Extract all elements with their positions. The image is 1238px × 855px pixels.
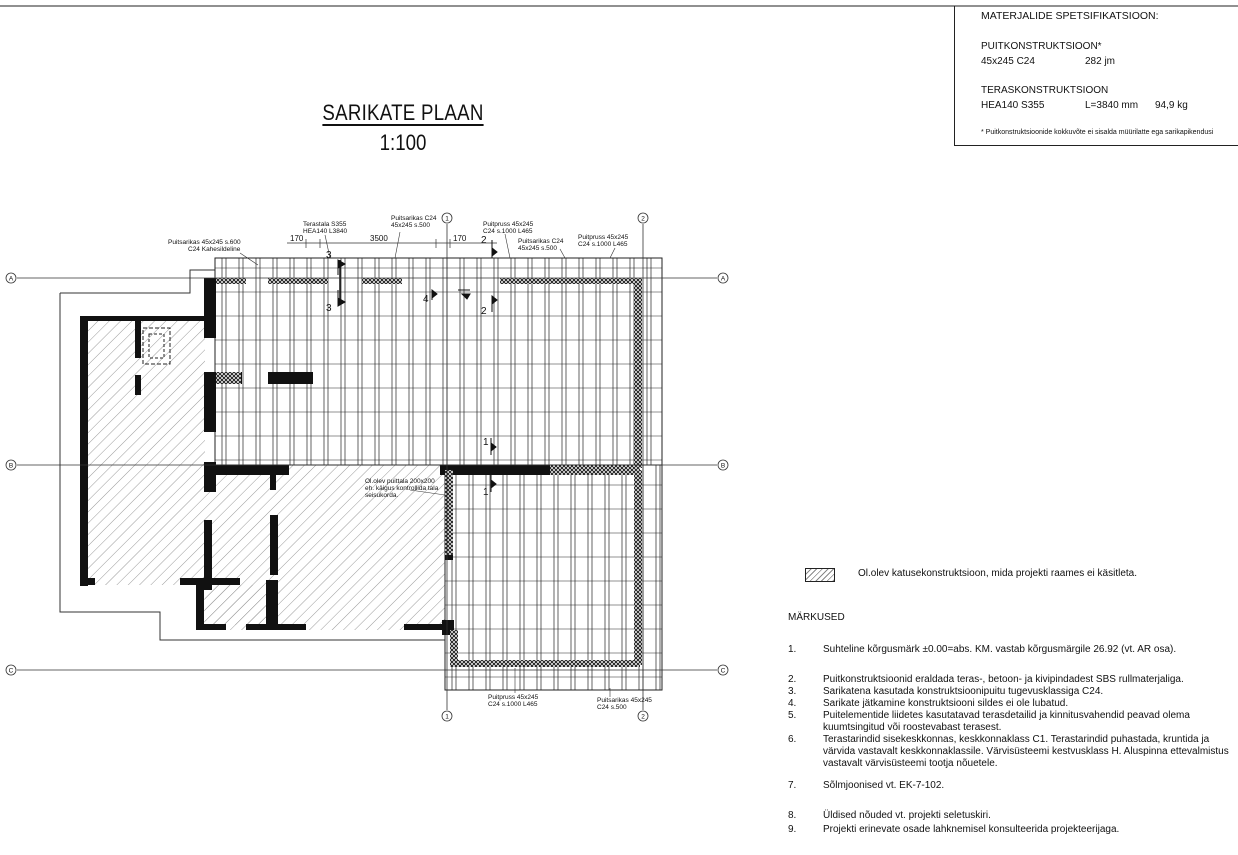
grid-label-c-left: C bbox=[8, 667, 14, 675]
grid-label-b-right: B bbox=[720, 462, 726, 470]
title-main: SARIKATE PLAAN bbox=[322, 100, 484, 125]
label-rafter-c24-top: Puitsarikas C24 45x245 s.500 bbox=[391, 215, 437, 229]
spec-wood-heading: PUITKONSTRUKTSIOON* bbox=[981, 41, 1102, 52]
grid-label-c-right: C bbox=[720, 667, 726, 675]
grid-label-a-left: A bbox=[8, 275, 14, 283]
drawing-title bbox=[300, 100, 506, 156]
section-3-top: 3 bbox=[326, 250, 332, 261]
label-rafter-600: Puitsarikas 45x245 s.600 C24 Kahesildeline bbox=[168, 239, 241, 253]
spec-steel-length: L=3840 mm bbox=[1085, 100, 1139, 111]
dimension-3500: 3500 bbox=[370, 234, 388, 243]
section-1-bottom: 1 bbox=[483, 487, 489, 498]
label-rafter-bottom: Puitsarikas 45x245 C24 s.500 bbox=[597, 697, 652, 711]
title-scale: 1:100 bbox=[379, 130, 427, 155]
spec-steel-item: HEA140 S355 bbox=[981, 100, 1045, 111]
spec-steel-heading: TERASKONSTRUKTSIOON bbox=[981, 85, 1109, 96]
spec-footnote: * Puitkonstruktsioonide kokkuvõte ei sisalda müürilatte ega sarikapikendusi bbox=[981, 129, 1214, 136]
label-timber-block-right: Puitpruss 45x245 C24 s.1000 L465 bbox=[578, 234, 629, 248]
material-specification-box bbox=[954, 6, 1238, 146]
grid-label-1-bottom: 1 bbox=[445, 713, 449, 721]
new-framing-area-top bbox=[215, 258, 662, 465]
legend-text: Ol.olev katusekonstruktsioon, mida projekti raames ei käsitleta. bbox=[858, 568, 1138, 579]
new-framing-area-bottom bbox=[445, 465, 662, 690]
section-3-bottom: 3 bbox=[326, 303, 332, 314]
grid-label-a-right: A bbox=[720, 275, 726, 283]
label-timber-block-top: Puitpruss 45x245 C24 s.1000 L465 bbox=[483, 221, 534, 235]
label-existing-beam: Ol.olev puittala 200x200 eh. käigus kontrollida tala seisukorda. bbox=[365, 478, 439, 499]
label-steel-beam: Terastala S355 HEA140 L3840 bbox=[303, 221, 348, 235]
grid-label-2-bottom: 2 bbox=[641, 713, 645, 721]
grid-label-b-left: B bbox=[8, 462, 14, 470]
spec-wood-item: 45x245 C24 bbox=[981, 56, 1035, 67]
notes-heading: MÄRKUSED bbox=[788, 612, 845, 623]
label-rafter-c24-mid: Puitsarikas C24 45x245 s.500 bbox=[518, 238, 564, 252]
section-2-top: 2 bbox=[481, 235, 487, 246]
spec-heading: MATERJALIDE SPETSIFIKATSIOON: bbox=[981, 10, 1159, 22]
grid-label-1-top: 1 bbox=[445, 215, 449, 223]
spec-steel-mass: 94,9 kg bbox=[1155, 100, 1188, 111]
section-2-bottom: 2 bbox=[481, 306, 487, 317]
grid-label-2-top: 2 bbox=[641, 215, 645, 223]
section-4: 4 bbox=[423, 294, 429, 305]
spec-wood-qty: 282 jm bbox=[1085, 56, 1116, 67]
dimension-170-right: 170 bbox=[453, 234, 467, 243]
label-timber-block-bottom: Puitpruss 45x245 C24 s.1000 L465 bbox=[488, 694, 539, 708]
dimension-170-left: 170 bbox=[290, 234, 304, 243]
section-1-top: 1 bbox=[483, 437, 489, 448]
legend-hatch-swatch bbox=[805, 568, 835, 582]
